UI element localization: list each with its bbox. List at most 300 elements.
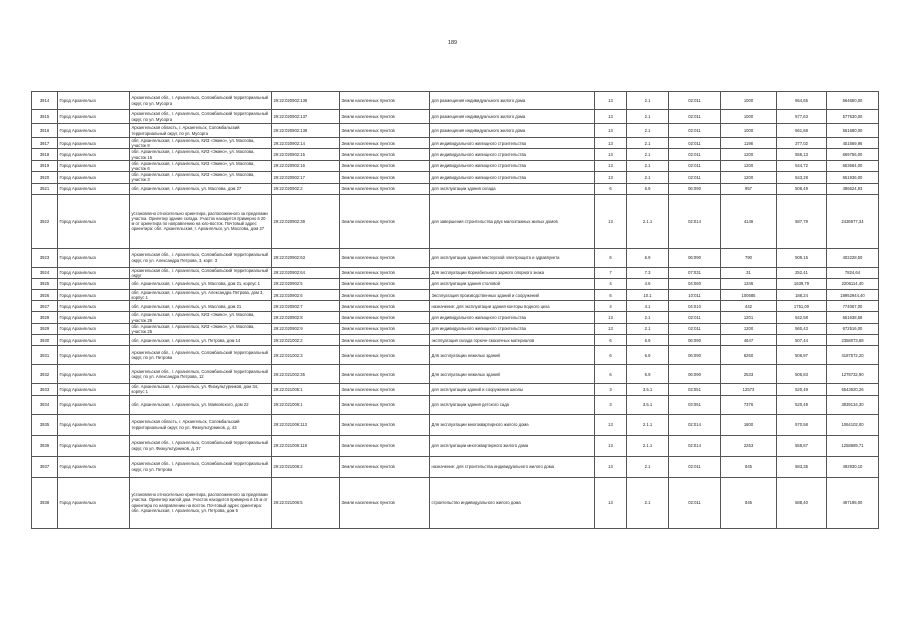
city-cell: Город Архангельск	[58, 395, 130, 414]
group-cell: 13	[595, 160, 627, 171]
land-category-cell: Земли населенных пунктов	[340, 138, 430, 149]
city-cell: Город Архангельск	[58, 279, 130, 290]
group-cell: 13	[595, 435, 627, 456]
cadastral-value-cell: 1278732,90	[827, 365, 879, 384]
row-number: 3918	[32, 149, 58, 160]
use-code-cell: 2.1	[627, 124, 669, 138]
group-cell: 13	[595, 477, 627, 528]
row-number: 3933	[32, 384, 58, 395]
cadastral-value-cell: 6543920,26	[827, 384, 879, 395]
address-cell: обл. Архангельская, г. Архангельск, КИЗ «Экино», ул. Маслова, участок 26	[130, 312, 272, 323]
permitted-use-cell: для эксплуатации здания столовой	[430, 279, 595, 290]
group-cell: 13	[595, 194, 627, 248]
cadastral-number-cell: 29:22:020902:5	[272, 279, 340, 290]
cadastral-value-cell: 577630,00	[827, 110, 879, 124]
group-cell: 3	[595, 395, 627, 414]
table-row	[32, 138, 879, 149]
permitted-use-cell: для эксплуатации многоквартирного жилого дома	[430, 435, 595, 456]
city-cell: Город Архангельск	[58, 290, 130, 301]
specific-value-cell: 544,72	[777, 160, 827, 171]
cadastral-number-cell: 29:22:020902:9	[272, 323, 340, 334]
area-cell: 12573	[721, 384, 777, 395]
permitted-use-cell: для индивидуального жилищного строительства	[430, 323, 595, 334]
cadastral-number-cell: 29:22:020902:64	[272, 267, 340, 278]
land-category-cell: Земли населенных пунктов	[340, 92, 430, 110]
use-code-cell: 6.9	[627, 183, 669, 194]
cadastral-value-cell: 451669,96	[827, 138, 879, 149]
cadastral-number-cell: 29:22:020902:138	[272, 124, 340, 138]
address-cell: обл. Архангельская, г. Архангельск, ул. Физкультурников, дом 34, корпус 1	[130, 384, 272, 395]
row-number: 3925	[32, 279, 58, 290]
group-cell: 6	[595, 248, 627, 267]
row-number: 3923	[32, 248, 58, 267]
address-cell: Архангельская область, г. Архангельск, Соломбальский территориальный округ, по ул. Физкультурников, д. 43	[130, 414, 272, 435]
row-number: 3932	[32, 365, 58, 384]
use-code-cell: 3.5.1	[627, 395, 669, 414]
specific-value-cell: 558,67	[777, 435, 827, 456]
group-cell: 13	[595, 456, 627, 477]
cadastral-value-cell: 672516,00	[827, 323, 879, 334]
area-cell: 1198	[721, 138, 777, 149]
table-row	[32, 248, 879, 267]
cadastral-number-cell: 29:22:020902:2	[272, 183, 340, 194]
city-cell: Город Архангельск	[58, 335, 130, 346]
specific-value-cell: 1639,79	[777, 279, 827, 290]
row-number: 3927	[32, 301, 58, 312]
specific-value-cell: 1751,00	[777, 301, 827, 312]
table-row	[32, 92, 879, 110]
land-category-cell: Земли населенных пунктов	[340, 395, 430, 414]
city-cell: Город Архангельск	[58, 346, 130, 365]
land-category-cell: Земли населенных пунктов	[340, 435, 430, 456]
group-cell: 13	[595, 414, 627, 435]
table-row	[32, 456, 879, 477]
cadastral-number-cell: 29:22:020902:17	[272, 172, 340, 183]
area-cell: 442	[721, 301, 777, 312]
table-row	[32, 124, 879, 138]
city-cell: Город Архангельск	[58, 183, 130, 194]
row-number: 3917	[32, 138, 58, 149]
permitted-use-cell: для индивидуального жилищного строительства	[430, 312, 595, 323]
vri-code-cell: 06:090	[669, 365, 721, 384]
area-cell: 1346	[721, 279, 777, 290]
specific-value-cell: 509,15	[777, 248, 827, 267]
address-cell: установлено относительно ориентира, расположенного за пределами участка. Ориентир здание склада. Участок находится примерно в 20 м от ориентира по направлению на юго-восток. Почтовый адрес ориентира: обл. Архангельская, г. Архангельск, ул. Маслова, дом 27	[130, 194, 272, 248]
area-cell: 1200	[721, 172, 777, 183]
group-cell: 6	[595, 183, 627, 194]
specific-value-cell: 507,44	[777, 335, 827, 346]
use-code-cell: 6.9	[627, 346, 669, 365]
area-cell: 8260	[721, 346, 777, 365]
land-category-cell: Земли населенных пунктов	[340, 183, 430, 194]
use-code-cell: 2.1	[627, 312, 669, 323]
cadastral-value-cell: 561680,00	[827, 124, 879, 138]
group-cell: 13	[595, 92, 627, 110]
row-number: 3935	[32, 414, 58, 435]
permitted-use-cell: для индивидуального жилищного строительства	[430, 149, 595, 160]
address-cell: обл. Архангельская, г. Архангельск, ул. Маслова, дом 27	[130, 183, 272, 194]
table-body	[32, 92, 879, 529]
group-cell: 6	[595, 365, 627, 384]
address-cell: Архангельская обл., г. Архангельск, Соломбальский территориальный округ, по ул. Александра Петрова, 12	[130, 365, 272, 384]
specific-value-cell: 583,35	[777, 456, 827, 477]
cadastral-number-cell: 29:22:021006:113	[272, 414, 340, 435]
group-cell: 4	[595, 279, 627, 290]
permitted-use-cell: для индивидуального жилищного строительства	[430, 138, 595, 149]
use-code-cell: 7.3	[627, 267, 669, 278]
group-cell: 3	[595, 384, 627, 395]
cadastral-value-cell: 774067,00	[827, 301, 879, 312]
vri-code-cell: 02:011	[669, 477, 721, 528]
address-cell: Архангельская обл., г. Архангельск, Соломбальский территориальный округ	[130, 267, 272, 278]
cadastral-number-cell: 29:22:020902:63	[272, 248, 340, 267]
address-cell: установлено относительно ориентира, расположенного за пределами участка. Ориентир жилой дом. Участок находится примерно в 15 м от ориентира по направлению на восток. Почтовый адрес ориентира: обл. Архангельская, г. Архангельск, ул. Петрова, дом 5	[130, 477, 272, 528]
address-cell: Архангельская область, г. Архангельск, Соломбальский территориальный округ, по ул. Мусоргa	[130, 124, 272, 138]
table-row	[32, 365, 879, 384]
table-row	[32, 301, 879, 312]
vri-code-cell: 02:011	[669, 124, 721, 138]
permitted-use-cell: Для эксплуатации нежилых зданий	[430, 346, 595, 365]
table-row	[32, 395, 879, 414]
vri-code-cell: 04:010	[669, 301, 721, 312]
row-number: 3934	[32, 395, 58, 414]
cadastral-number-cell: 29:22:021006:1	[272, 395, 340, 414]
group-cell: 13	[595, 312, 627, 323]
table-row	[32, 384, 879, 395]
cadastral-value-cell: 2206114,40	[827, 279, 879, 290]
use-code-cell: 2.1	[627, 160, 669, 171]
cadastral-number-cell: 29:22:020902:38	[272, 194, 340, 248]
city-cell: Город Архангельск	[58, 124, 130, 138]
vri-code-cell: 02:011	[669, 456, 721, 477]
row-number: 3936	[32, 435, 58, 456]
cadastral-value-cell: 651936,00	[827, 172, 879, 183]
cadastral-value-cell: 497198,00	[827, 477, 879, 528]
vri-code-cell: 02:011	[669, 110, 721, 124]
area-cell: 957	[721, 183, 777, 194]
land-category-cell: Земли населенных пунктов	[340, 124, 430, 138]
row-number: 3915	[32, 110, 58, 124]
specific-value-cell: 252,41	[777, 267, 827, 278]
vri-code-cell: 06:090	[669, 346, 721, 365]
row-number: 3922	[32, 194, 58, 248]
land-category-cell: Земли населенных пунктов	[340, 456, 430, 477]
use-code-cell: 6.9	[627, 248, 669, 267]
cadastral-value-cell: 653664,00	[827, 160, 879, 171]
area-cell: 1201	[721, 312, 777, 323]
area-cell: 1000	[721, 124, 777, 138]
land-category-cell: Земли населенных пунктов	[340, 346, 430, 365]
area-cell: 2253	[721, 435, 777, 456]
permitted-use-cell: для размещения индивидуального жилого дома	[430, 124, 595, 138]
use-code-cell: 10.1	[627, 290, 669, 301]
area-cell: 31	[721, 267, 777, 278]
city-cell: Город Архангельск	[58, 477, 130, 528]
use-code-cell: 2.1.1	[627, 194, 669, 248]
land-category-cell: Земли населенных пунктов	[340, 279, 430, 290]
group-cell: 13	[595, 110, 627, 124]
cadastral-value-cell: 2358073,68	[827, 335, 879, 346]
group-cell: 6	[595, 290, 627, 301]
address-cell: Архангельская обл., г. Архангельск, Соломбальский территориальный округ, по ул. Петрова	[130, 346, 272, 365]
table-row	[32, 160, 879, 171]
cadastral-value-cell: 2436977,34	[827, 194, 879, 248]
land-category-cell: Земли населенных пунктов	[340, 414, 430, 435]
city-cell: Город Архангельск	[58, 248, 130, 267]
area-cell: 4146	[721, 194, 777, 248]
group-cell: 13	[595, 149, 627, 160]
table-row	[32, 290, 879, 301]
city-cell: Город Архангельск	[58, 365, 130, 384]
cadastral-number-cell: 29:22:020902:7	[272, 301, 340, 312]
vri-code-cell: 02:014	[669, 194, 721, 248]
address-cell: обл. Архангельская, г. Архангельск, КИЗ «Экино», ул. Маслова, участок 25	[130, 323, 272, 334]
cadastral-number-cell: 29:22:020902:137	[272, 110, 340, 124]
cadastral-value-cell: 1258689,71	[827, 435, 879, 456]
use-code-cell: 2.1.1	[627, 414, 669, 435]
row-number: 3929	[32, 323, 58, 334]
permitted-use-cell: для индивидуального жилищного строительства	[430, 160, 595, 171]
group-cell: 13	[595, 172, 627, 183]
cadastral-number-cell: 29:22:021005:1	[272, 384, 340, 395]
specific-value-cell: 520,49	[777, 384, 827, 395]
permitted-use-cell: для эксплуатации зданий и сооружения школы	[430, 384, 595, 395]
use-code-cell: 2.1.1	[627, 435, 669, 456]
permitted-use-cell: для размещения индивидуального жилого дома	[430, 110, 595, 124]
table-row	[32, 110, 879, 124]
group-cell: 4	[595, 301, 627, 312]
permitted-use-cell: Для эксплуатации многоквартирного жилого дома	[430, 414, 595, 435]
area-cell: 1200	[721, 149, 777, 160]
vri-code-cell: 02:011	[669, 323, 721, 334]
cadastral-value-cell: 1064102,00	[827, 414, 879, 435]
table-row	[32, 183, 879, 194]
use-code-cell: 2.1	[627, 477, 669, 528]
permitted-use-cell: Для эксплуатации Кореабельного зарного опорного знака	[430, 267, 595, 278]
specific-value-cell: 505,83	[777, 365, 827, 384]
cadastral-number-cell: 29:22:021006:118	[272, 435, 340, 456]
city-cell: Город Архангельск	[58, 267, 130, 278]
cadastral-number-cell: 29:22:020902:6	[272, 290, 340, 301]
cadastral-value-cell: 18952944,40	[827, 290, 879, 301]
city-cell: Город Архангельск	[58, 301, 130, 312]
group-cell: 6	[595, 346, 627, 365]
row-number: 3937	[32, 456, 58, 477]
permitted-use-cell: для эксплуатации здания склада	[430, 183, 595, 194]
address-cell: обл. Архангельская, г. Архангельск, ул. Петрова, дом 14	[130, 335, 272, 346]
area-cell: 1200	[721, 323, 777, 334]
specific-value-cell: 377,02	[777, 138, 827, 149]
land-category-cell: Земли населенных пунктов	[340, 194, 430, 248]
table-row	[32, 172, 879, 183]
vri-code-cell: 06:090	[669, 335, 721, 346]
land-category-cell: Земли населенных пунктов	[340, 301, 430, 312]
land-category-cell: Земли населенных пунктов	[340, 323, 430, 334]
specific-value-cell: 506,97	[777, 346, 827, 365]
land-category-cell: Земли населенных пунктов	[340, 267, 430, 278]
address-cell: обл. Архангельская, г. Архангельск, КИЗ «Экино», ул. Маслова, участок 3	[130, 172, 272, 183]
area-cell: 4647	[721, 335, 777, 346]
land-category-cell: Земли населенных пунктов	[340, 149, 430, 160]
table-row	[32, 312, 879, 323]
city-cell: Город Архангельск	[58, 456, 130, 477]
vri-code-cell: 04:060	[669, 279, 721, 290]
cadastral-value-cell: 669756,00	[827, 149, 879, 160]
use-code-cell: 2.1	[627, 456, 669, 477]
address-cell: обл. Архангельская, г. Архангельск, КИЗ «Экино», ул. Маслова, участок 8	[130, 138, 272, 149]
address-cell: обл. Архангельская, г. Архангельск, КИЗ «Экино», ул. Маслова, участок 6	[130, 160, 272, 171]
vri-code-cell: 02:011	[669, 312, 721, 323]
table-row	[32, 194, 879, 248]
vri-code-cell: 06:090	[669, 183, 721, 194]
use-code-cell: 3.5.1	[627, 384, 669, 395]
address-cell: обл. Архангельская, г. Архангельск, КИЗ «Экино», ул. Маслова, участок 15	[130, 149, 272, 160]
cadastral-value-cell: 402228,50	[827, 248, 879, 267]
row-number: 3924	[32, 267, 58, 278]
land-registry-table	[31, 91, 879, 529]
city-cell: Город Архангельск	[58, 172, 130, 183]
cadastral-number-cell: 29:22:021002:35	[272, 365, 340, 384]
use-code-cell: 2.1	[627, 172, 669, 183]
permitted-use-cell: назначение: для эксплуатации здания конторы водного цеха	[430, 301, 595, 312]
vri-code-cell: 03:051	[669, 395, 721, 414]
cadastral-number-cell: 29:22:021002:3	[272, 346, 340, 365]
area-cell: 845	[721, 477, 777, 528]
area-cell: 1000	[721, 110, 777, 124]
row-number: 3931	[32, 346, 58, 365]
area-cell: 1200	[721, 160, 777, 171]
permitted-use-cell: Эксплуатация производственных зданий и сооружений	[430, 290, 595, 301]
cadastral-number-cell: 29:22:021006:2	[272, 456, 340, 477]
specific-value-cell: 587,79	[777, 194, 827, 248]
cadastral-number-cell: 29:22:021002:2	[272, 335, 340, 346]
specific-value-cell: 570,58	[777, 414, 827, 435]
table-row	[32, 414, 879, 435]
permitted-use-cell: для индивидуального жилищного строительства	[430, 172, 595, 183]
land-category-cell: Земли населенных пунктов	[340, 384, 430, 395]
area-cell: 1000	[721, 92, 777, 110]
area-cell: 845	[721, 456, 777, 477]
city-cell: Город Архангельск	[58, 384, 130, 395]
group-cell: 13	[595, 124, 627, 138]
area-cell: 1800	[721, 414, 777, 435]
area-cell: 100685	[721, 290, 777, 301]
use-code-cell: 2.1	[627, 110, 669, 124]
table-row	[32, 279, 879, 290]
area-cell: 790	[721, 248, 777, 267]
city-cell: Город Архангельск	[58, 110, 130, 124]
vri-code-cell: 02:014	[669, 414, 721, 435]
specific-value-cell: 520,49	[777, 395, 827, 414]
permitted-use-cell: строительство индивидуального жилого дома	[430, 477, 595, 528]
permitted-use-cell: для эксплуатации здания детского сада	[430, 395, 595, 414]
use-code-cell: 2.1	[627, 138, 669, 149]
row-number: 3928	[32, 312, 58, 323]
address-cell: Архангельская обл., г. Архангельск, Соломбальский территориальный округ, по ул. Петрова	[130, 456, 272, 477]
row-number: 3938	[32, 477, 58, 528]
group-cell: 13	[595, 138, 627, 149]
group-cell: 7	[595, 267, 627, 278]
use-code-cell: 2.1	[627, 92, 669, 110]
cadastral-number-cell: 29:22:020902:8	[272, 312, 340, 323]
land-category-cell: Земли населенных пунктов	[340, 335, 430, 346]
city-cell: Город Архангельск	[58, 160, 130, 171]
specific-value-cell: 561,68	[777, 124, 827, 138]
area-cell: 7376	[721, 395, 777, 414]
cadastral-value-cell: 564650,00	[827, 92, 879, 110]
permitted-use-cell: для эксплуатации здания мастерской электрощита и здравпункта	[430, 248, 595, 267]
table-row	[32, 435, 879, 456]
row-number: 3914	[32, 92, 58, 110]
cadastral-value-cell: 651638,58	[827, 312, 879, 323]
row-number: 3926	[32, 290, 58, 301]
city-cell: Город Архангельск	[58, 194, 130, 248]
page-number: 189	[447, 40, 458, 46]
vri-code-cell: 02:011	[669, 172, 721, 183]
specific-value-cell: 543,28	[777, 172, 827, 183]
land-category-cell: Земли населенных пунктов	[340, 160, 430, 171]
land-category-cell: Земли населенных пунктов	[340, 365, 430, 384]
city-cell: Город Архангельск	[58, 414, 130, 435]
land-category-cell: Земли населенных пунктов	[340, 172, 430, 183]
table-row	[32, 323, 879, 334]
vri-code-cell: 02:014	[669, 435, 721, 456]
use-code-cell: 6.9	[627, 365, 669, 384]
row-number: 3916	[32, 124, 58, 138]
city-cell: Город Архангельск	[58, 435, 130, 456]
vri-code-cell: 10:011	[669, 290, 721, 301]
vri-code-cell: 03:051	[669, 384, 721, 395]
land-category-cell: Земли населенных пунктов	[340, 477, 430, 528]
area-cell: 2533	[721, 365, 777, 384]
land-category-cell: Земли населенных пунктов	[340, 248, 430, 267]
specific-value-cell: 564,65	[777, 92, 827, 110]
row-number: 3919	[32, 160, 58, 171]
permitted-use-cell: эксплуатация склада горюче-смазочных материалов	[430, 335, 595, 346]
cadastral-number-cell: 29:22:020902:14	[272, 138, 340, 149]
table-row	[32, 149, 879, 160]
vri-code-cell: 06:090	[669, 248, 721, 267]
row-number: 3930	[32, 335, 58, 346]
vri-code-cell: 02:011	[669, 92, 721, 110]
land-category-cell: Земли населенных пунктов	[340, 312, 430, 323]
cadastral-number-cell: 29:22:020902:15	[272, 149, 340, 160]
address-cell: Архангельская обл., г. Архангельск, Соломбальский территориальный округ, по ул. Александра Петрова, 3, корп. 3	[130, 248, 272, 267]
address-cell: обл. Архангельская, г. Архангельск, ул. Маяковского, дом 22	[130, 395, 272, 414]
table-row	[32, 267, 879, 278]
address-cell: обл. Архангельская, г. Архангельск, ул. Александра Петрова, дом 3, корпус 1	[130, 290, 272, 301]
table-row	[32, 346, 879, 365]
cadastral-number-cell: 29:22:020902:16	[272, 160, 340, 171]
address-cell: обл. Архангельская, г. Архангельск, ул. Маслова, дом 21, корпус 1	[130, 279, 272, 290]
vri-code-cell: 07:031	[669, 267, 721, 278]
land-category-cell: Земли населенных пунктов	[340, 290, 430, 301]
vri-code-cell: 02:011	[669, 160, 721, 171]
use-code-cell: 2.1	[627, 323, 669, 334]
land-category-cell: Земли населенных пунктов	[340, 110, 430, 124]
address-cell: Архангельская обл., г. Архангельск, Соломбальский территориальный округ, по ул. Физкультурников, д. 37	[130, 435, 272, 456]
cadastral-number-cell: 29:22:021006:5	[272, 477, 340, 528]
use-code-cell: 6.9	[627, 335, 669, 346]
row-number: 3920	[32, 172, 58, 183]
specific-value-cell: 560,43	[777, 323, 827, 334]
address-cell: обл. Архангельская, г. Архангельск, ул. Маслова, дом 21	[130, 301, 272, 312]
specific-value-cell: 558,13	[777, 149, 827, 160]
specific-value-cell: 542,58	[777, 312, 827, 323]
table-row	[32, 477, 879, 528]
cadastral-value-cell: 492930,10	[827, 456, 879, 477]
vri-code-cell: 02:011	[669, 138, 721, 149]
